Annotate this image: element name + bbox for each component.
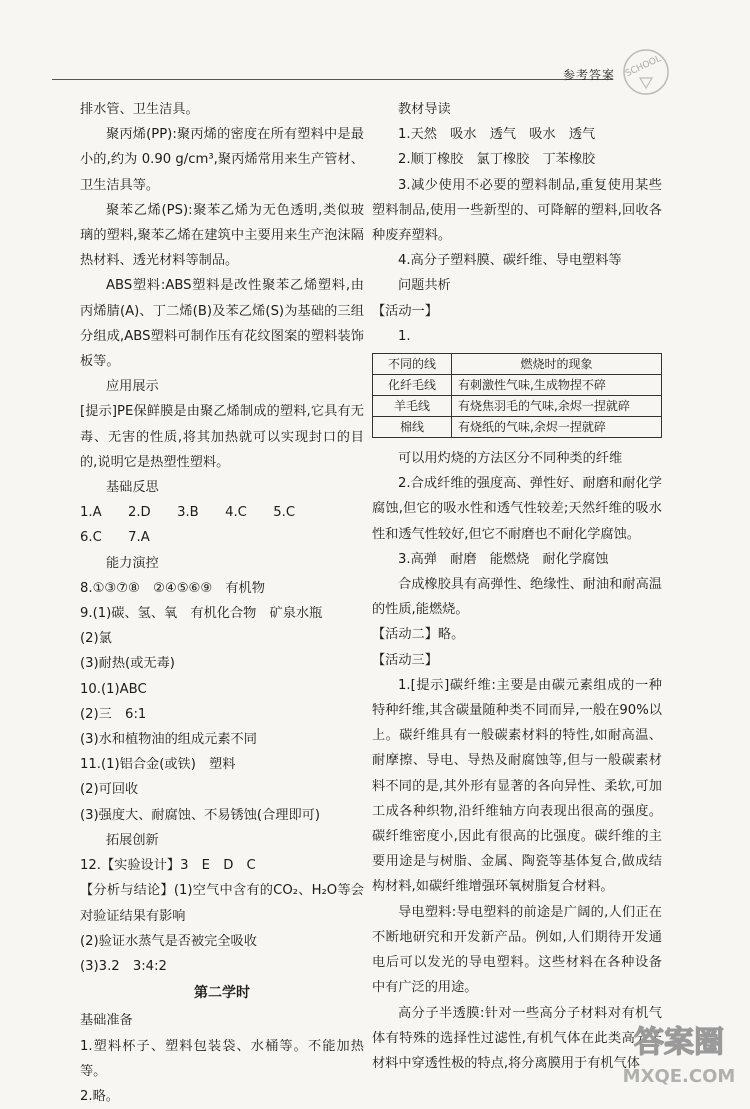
activity-2: 【活动二】略。 (372, 627, 465, 643)
heading-ability: 能力演控 (106, 555, 159, 571)
conductive-plastic-para: 导电塑料:导电塑料的前途是广阔的,人们正在不断地研究和开发新产品。例如,人们期待开发通电后可以发光的导电塑料。这些材料在各种设备中有广泛的用途。 (372, 904, 662, 996)
para-abs: ABS塑料:ABS塑料是改性聚苯乙烯塑料,由丙烯腈(A)、丁二烯(B)及苯乙烯(S)为基础的三组分组成,ABS塑料可制作压有花纹图案的塑料装饰板等。 (80, 278, 364, 370)
answers-1-5: 1.A 2.D 3.B 4.C 5.C (80, 505, 296, 521)
answer-9-3: (3)耐热(或无毒) (80, 656, 175, 672)
heading-basic-prep: 基础准备 (80, 1013, 133, 1029)
line-pipe: 排水管、卫生洁具。 (80, 102, 199, 117)
answer-11-2: (2)可回收 (80, 782, 139, 798)
right-column (372, 97, 662, 1076)
table-cell: 化纤毛线 (373, 375, 452, 396)
para-ps: 聚苯乙烯(PS):聚苯乙烯为无色透明,类似玻璃的塑料,聚苯乙烯在建筑中主要用来生产泡沫隔热材料、透光材料等制品。 (80, 202, 364, 269)
table-header-cell: 不同的线 (373, 354, 452, 375)
section-title-second: 第二学时 (194, 985, 250, 1002)
heading-textbook: 教材导读 (398, 102, 451, 117)
activity-1-q3: 3.高弹 耐磨 能燃烧 耐化学腐蚀 (398, 551, 609, 567)
guide-4: 4.高分子塑料膜、碳纤维、导电塑料等 (398, 253, 622, 269)
prep-answer-1: 1.塑料杯子、塑料包装袋、水桶等。不能加热等。 (80, 1038, 364, 1079)
burn-test-table (372, 353, 662, 438)
site-watermark (614, 1012, 744, 1092)
para-pp: 聚丙烯(PP):聚丙烯的密度在所有塑料中是最小的,约为 0.90 g/cm³,聚丙烯常用来生产管材、卫生洁具等。 (80, 127, 364, 193)
answer-11-3: (3)强度大、耐腐蚀、不易锈蚀(合理即可) (80, 807, 320, 823)
table-row (373, 375, 662, 396)
watermark-text: 答案圈 (634, 1025, 724, 1060)
table-cell: 羊毛线 (373, 396, 452, 417)
burn-conclusion: 可以用灼烧的方法区分不同种类的纤维 (398, 451, 623, 467)
table-header-cell: 燃烧时的现象 (452, 354, 662, 375)
guide-2: 2.顺丁橡胶 氯丁橡胶 丁苯橡胶 (398, 152, 596, 168)
left-column (80, 97, 364, 1109)
answer-10-3: (3)水和植物油的组成元素不同 (80, 732, 257, 748)
rubber-summary: 合成橡胶具有高弹性、绝缘性、耐油和耐高温的性质,能燃烧。 (372, 577, 662, 618)
activity-3-heading: 【活动三】 (372, 652, 438, 668)
answer-12-3: (3)3.2 3:4:2 (80, 958, 167, 974)
heading-basic-reflect: 基础反思 (106, 480, 159, 496)
table-cell: 有烧焦羽毛的气味,余烬一捏就碎 (452, 396, 662, 417)
watermark-url: MXQE.COM (622, 1066, 736, 1087)
answer-9-1: 9.(1)碳、氢、氧 有机化合物 矿泉水瓶 (80, 606, 323, 622)
answers-6-7: 6.C 7.A (80, 530, 150, 546)
answer-10-1: 10.(1)ABC (80, 681, 147, 697)
table-row (373, 396, 662, 417)
prep-answer-2: 2.略。 (80, 1088, 119, 1104)
heading-extend: 拓展创新 (106, 832, 159, 848)
header-rule (52, 79, 612, 80)
answer-8: 8.①③⑦⑧ ②④⑤⑥⑨ 有机物 (80, 580, 265, 596)
guide-1: 1.天然 吸水 透气 吸水 透气 (398, 127, 596, 143)
carbon-fiber-para: 1.[提示]碳纤维:主要是由碳元素组成的一种特种纤维,其含碳量随种类不同而异,一般在90%以上。碳纤维具有一般碳素材料的特性,如耐高温、耐摩擦、导电、导热及耐腐蚀等,但与一般碳素材料不同的是,其外形有显著的各向异性、柔软,可加工成各种织物,沿纤维轴方向表现出很高的强度。碳纤维密度小,因此有很高的比强度。碳纤维的主要用途是与树脂、金属、陶瓷等基体复合,做成结构材料,如碳纤维增强环氧树脂复合材料。 (372, 677, 662, 895)
svg-text:SCHOOL: SCHOOL (624, 54, 663, 80)
answer-11-1: 11.(1)铝合金(或铁) 塑料 (80, 757, 236, 773)
answer-12-2: (2)验证水蒸气是否被完全吸收 (80, 933, 257, 949)
answer-9-2: (2)氯 (80, 631, 112, 647)
table-cell: 有烧纸的气味,余烬一捏就碎 (452, 417, 662, 438)
membrane-para: 高分子半透膜:针对一些高分子材料对有机气体有特殊的选择性过滤性,有机气体在此类高分子材料中穿透性极的特点,将分离膜用于有机气体 (372, 1005, 662, 1071)
answer-12-analysis: 【分析与结论】(1)空气中含有的CO₂、H₂O等会对验证结果有影响 (80, 883, 364, 924)
activity-1-heading: 【活动一】 (372, 303, 438, 319)
table-header-row (373, 354, 662, 375)
answer-10-2: (2)三 6:1 (80, 706, 147, 722)
table-cell: 棉线 (373, 417, 452, 438)
answer-12-design: 12.【实验设计】3 E D C (80, 858, 256, 874)
heading-apply: 应用展示 (106, 379, 159, 395)
guide-3: 3.减少使用不必要的塑料制品,重复使用某些塑料制品,使用一些新型的、可降解的塑料,回收各种废弃塑料。 (372, 177, 662, 244)
para-hint-pe: [提示]PE保鲜膜是由聚乙烯制成的塑料,它具有无毒、无害的性质,将其加热就可以实现封口的目的,说明它是热塑性塑料。 (80, 404, 364, 470)
table-cell: 有刺激性气味,生成物捏不碎 (452, 375, 662, 396)
table-row (373, 417, 662, 438)
header-title: 参考答案 (563, 68, 616, 82)
activity-1-q1: 1. (398, 328, 411, 344)
activity-1-q2: 2.合成纤维的强度高、弹性好、耐磨和耐化学腐蚀,但它的吸水性和透气性较差;天然纤维的吸水性和透气性较好,但它不耐磨也不耐化学腐蚀。 (372, 476, 662, 542)
school-logo (618, 44, 674, 100)
heading-problem: 问题共析 (398, 278, 451, 294)
